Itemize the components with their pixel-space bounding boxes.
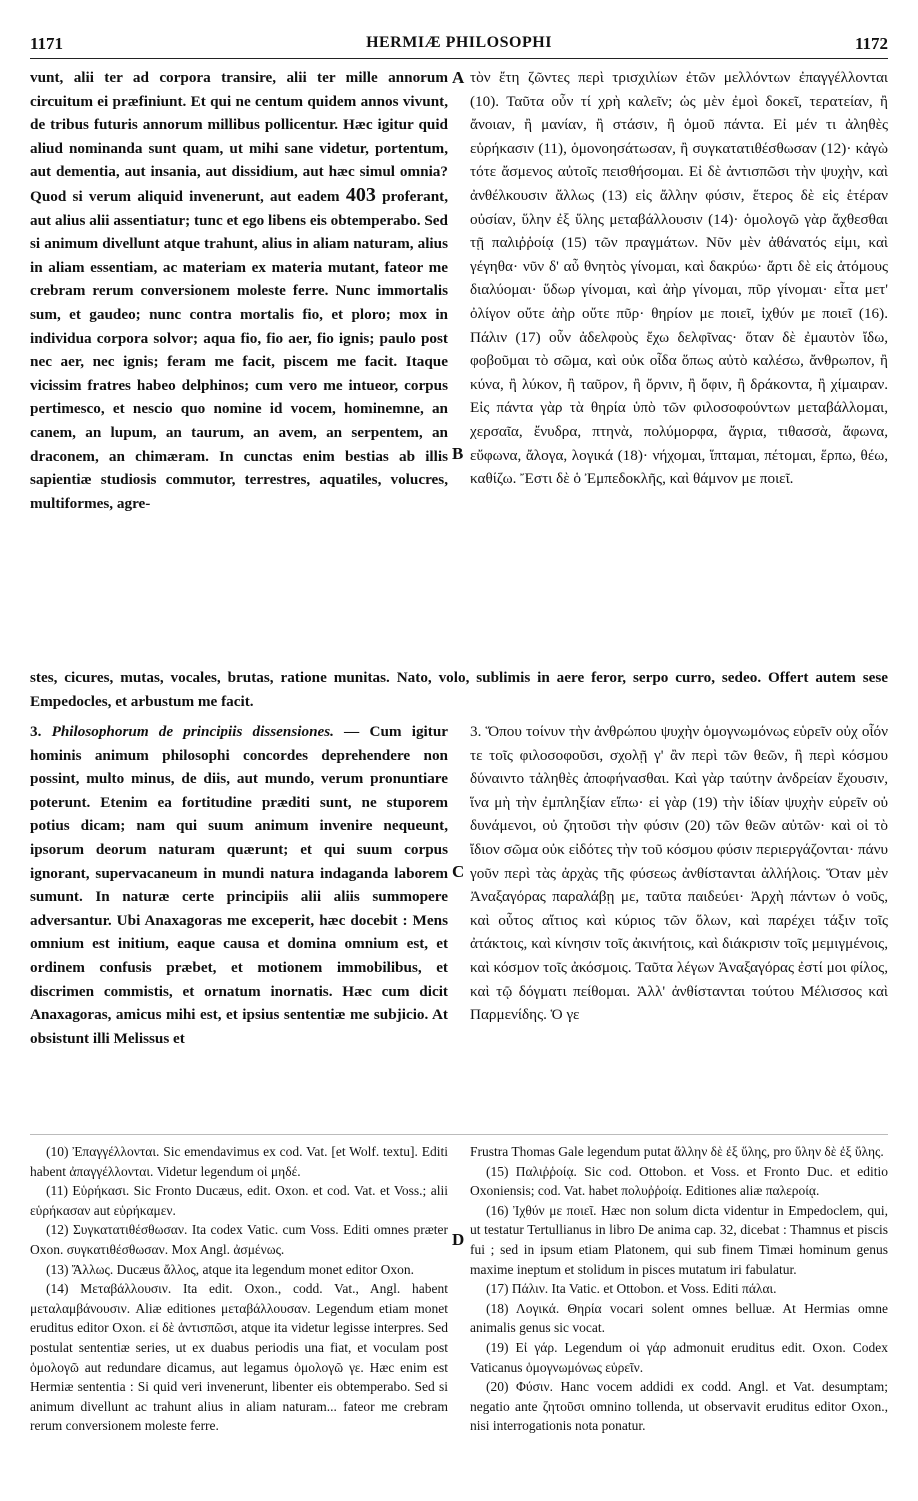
footnote: (19) Εἰ γάρ. Legendum οἱ γάρ admonuit eruditus edit. Oxon. Codex Vaticanus ὁμογνωμόνως εὑρεῖν. <box>470 1339 888 1375</box>
latin-column-section1 <box>30 66 448 515</box>
footnote: (12) Συγκατατιθέσθωσαν. Ita codex Vatic. cum Voss. Editi omnes præter Oxon. συγκατιθέσθωσαν. Mox Angl. ἀσμένως. <box>30 1222 448 1257</box>
latin-text-part1: vunt, alii ter ad corpora transire, alii ter mille annorum circuitum ei præfiniunt. Et qui ne centum quidem annos vivunt, de tribus futuris annorum millibus pollicentur. Hæc igitur quid aliud nominanda sunt quam, ut mihi sane videtur, portentum, aut dementia, aut insania, aut dissidium, aut hæc simul omnia? Quod si verum aliquid invenerunt, aut eadem <box>30 69 448 205</box>
margin-letter-a: A <box>452 68 465 87</box>
right-page-number: 1172 <box>854 34 888 53</box>
margin-letter-c: C <box>452 862 465 881</box>
footnote: (14) Μεταβάλλουσιν. Ita edit. Oxon., codd. Vat., Angl. habent μεταλαμβάνουσιν. Aliæ editiones μεταβάλλουσαν. Legendum etiam monet eruditus editor Oxon. εἰ δὲ ἀντισπῶσι, atque ita videtur legisse interpres. Sed postulat sententiæ series, ut ex duabus periodis una fiat, et voculam post ὁμολογῶ aut redundare dicamus, aut legamus ὁμολογῶ γε. Hæc enim est Hermiæ sententia : Si quid veri invenerunt, libenter eis obtemperabo. Sed si animum divellunt ac trahunt alius in aliam naturam... fateor me crebram rerum conversionem moleste ferre. <box>30 1281 448 1434</box>
footnote: (11) Εὑρήκασι. Sic Fronto Ducæus, edit. Oxon. et cod. Vat. et Voss.; alii εὑρήκασαν aut εὑρήκαμεν. <box>30 1183 448 1218</box>
footnote: (17) Πάλιν. Ita Vatic. et Ottobon. et Voss. Editi πάλαι. <box>486 1281 777 1297</box>
footnote: (15) Παλιῤῥοίᾳ. Sic cod. Ottobon. et Voss. et Fronto Duc. et editio Oxoniensis; cod. Vat. habet πολυῤῥοίᾳ. Editiones aliæ παλεροίᾳ. <box>470 1163 888 1199</box>
section-number: 3. <box>30 723 42 740</box>
header-rule <box>30 58 888 59</box>
document-page <box>30 30 888 1475</box>
footnotes-left <box>30 1142 448 1436</box>
latin-column-section2 <box>30 720 448 1050</box>
greek-column-section2: 3. Ὅπου τοίνυν τὴν ἀνθρώπου ψυχὴν ὁμογνωμόνως εὑρεῖν οὐχ οἷόν τε τοῖς φιλοσοφοῦσι, σχολῇ γ' ἂν περὶ τῶν θεῶν, ἢ περὶ κόσμου δύναιντο τἀληθὲς ἀποφήνασθαι. Καὶ γὰρ ταύτην ἀνδρείαν ἔχουσιν, ἵνα μὴ τὴν ἐμπληξίαν εἴπω· εἰ γὰρ (19) τὴν ἰδίαν ψυχὴν εὑρεῖν οὐ δυνάμενοι, οὐ ζητοῦσι τὴν φύσιν (20) τῶν θεῶν αὐτῶν· καὶ οἱ τὸ ἴδιον σῶμα οὐκ εἰδότες τὴν τοῦ κόσμου φύσιν περιεργάζονται· πάνυ γοῦν περὶ τὰς ἀρχὰς τῆς φύσεως ἀνθίστανται ἀλλήλοις. Ὅταν μὲν Ἀναξαγόρας παραλάβῃ με, ταῦτα παιδεύει· Ἀρχὴ πάντων ὁ νοῦς, καὶ οὗτος αἴτιος καὶ κύριος τῶν ὅλων, καὶ παρέχει τάξιν τοῖς ἀτάκτοις, καὶ κίνησιν τοῖς ἀκινήτοις, καὶ διάκρισιν τοῖς μεμιγμένοις, καὶ κόσμον τοῖς ἀκόσμοις. Ταῦτα λέγων Ἀναξαγόρας ἐστί μοι φίλος, καὶ τῷ δόγματι πείθομαι. Ἀλλ' ἀνθίστανται τούτου Μέλισσος καὶ Παρμενίδης. Ὁ γε <box>470 723 888 1024</box>
footnote: (16) Ἰχθύν με ποιεῖ. Hæc non solum dicta videntur in Empedoclem, qui, ut testatur Tertullianus in libro De anima cap. 32, dicebat : Thamnus et piscis fui ; sed in ipsum etiam Platonem, qui sub finem Timæi hominum genus maxime ineptum et stolidum in pisces mutatum iri fabulatur. <box>470 1202 888 1277</box>
latin-text-part2: proferant, aut alius alii assentiatur; tunc et ego libens eis obtemperabo. Sed si animum divellunt atque trahunt, alius in aliam naturam, alius in aliam essentiam, ac materiam ex materia mutant, fateor me crebram rerum conversionem moleste ferre. Nunc immortalis sum, et gaudeo; nunc contra mortalis fio, et ploro; mox in individua corpora solvor; aqua fio, fio aer, fio ignis; paulo post nec aer, nec ignis; feram me facit, piscem me facit. Itaque vicissim fratres habeo delphinos; cum vero me intueor, corpus pertimesco, et nescio quo nomine id vocem, hominemne, an canem, an lupum, an taurum, an avem, an serpentem, an draconem, an chimæram. In cunctas enim bestias ab illis sapientiæ studiosis commutor, terrestres, aquatiles, volucres, multiformes, agre- <box>30 187 449 512</box>
inline-page-number: 403 <box>345 183 376 206</box>
footnote: (20) Φύσιν. Hanc vocem addidi ex codd. Angl. et Vat. desumptam; negatio ante ζητοῦσι omnino tollenda, ut observavit eruditus editor Oxon., nisi interrogationis nota ponatur. <box>470 1379 888 1434</box>
footnote-continuation: Frustra Thomas Gale legendum putat ἄλλην δὲ ἐξ ὕλης, pro ὕλην δὲ ἐξ ὕλης. <box>470 1144 884 1159</box>
greek-column-section1: τὸν ἔτη ζῶντες περὶ τρισχιλίων ἐτῶν μελλόντων ἐπαγγέλλονται (10). Ταῦτα οὖν τί χρὴ καλεῖν; ὡς μὲν ἐμοὶ δοκεῖ, τερατείαν, ἢ ἄνοιαν, ἢ μανίαν, ἢ στάσιν, ἢ ὁμοῦ πάντα. Εἰ μέν τι ἀληθὲς εὑρήκασιν (11), ὁμονοησάτωσαν, ἢ συγκατατιθέσθωσαν (12)· κἀγὼ τότε ἄσμενος αὐτοῖς πεισθήσομαι. Εἰ δὲ ἀντισπῶσι τὴν ψυχὴν, καὶ ἀνθέλκουσιν ἄλλως (13) εἰς ἄλλην φύσιν, ἕτερος δὲ εἰς ἑτέραν οὐσίαν, ὕλην ἐξ ὕλης μεταβάλλουσιν (14)· ὁμολογῶ γὰρ ἄχθεσθαι τῇ παλιῤῥοίᾳ (15) τῶν πραγμάτων. Νῦν μὲν ἀθάνατός εἰμι, καὶ γέγηθα· νῦν δ' αὖ θνητὸς γίνομαι, καὶ δακρύω· ἄρτι δὲ εἰς ἀτόμους διαλύομαι· ὕδωρ γίνομαι, καὶ ἀὴρ γίνομαι, πῦρ γίνομαι· εἶτα μετ' ὀλίγον οὔτε ἀὴρ οὔτε πῦρ· θηρίον με ποιεῖ, ἰχθύν με ποιεῖ (16). Πάλιν (17) οὖν ἀδελφοὺς ἔχω δελφῖνας· ὅταν δὲ ἐμαυτὸν ἴδω, φοβοῦμαι τὸ σῶμα, καὶ οὐκ οἶδα ὅπως αὐτὸ καλέσω, ἄνθρωπον, ἢ κύνα, ἢ λύκον, ἢ ταῦρον, ἢ ὄρνιν, ἢ ὄφιν, ἢ δράκοντα, ἢ χίμαιραν. Εἰς πάντα γὰρ τὰ θηρία ὑπὸ τῶν φιλοσοφούντων μεταβάλλομαι, χερσαῖα, ἔνυδρα, πτηνὰ, πολύμορφα, ἄγρια, τιθασσὰ, ἄφωνα, εὔφωνα, ἄλογα, λογικά (18)· νήχομαι, ἵπταμαι, πέτομαι, ἕρπω, θέω, καθίζω. Ἔστι δὲ ὁ Ἐμπεδοκλῆς, καὶ θάμνον με ποιεῖ. <box>470 69 888 488</box>
margin-letter-d: D <box>452 1230 465 1249</box>
page-header <box>30 30 888 58</box>
section-heading: Philosophorum de principiis dissensiones. — <box>51 723 360 740</box>
latin-section2-body: Cum igitur hominis animum philosophi concordes deprehendere non possint, multo minus, de diis, aut mundo, verum pronuntiare poterunt. Etenim ea fortitudine præditi sunt, ne stuporem potius dicam; nam qui suum animum invenire nequeunt, ipsorum deorum naturam quærunt; et qui suum corpus ignorant, supervacaneum in mundi natura indaganda laborem sumunt. In naturæ certe principiis alii aliis summopere adversantur. Ubi Anaxagoras me exceperit, hæc docebit : Mens omnium est initium, eaque causa et domina omnium est, et ordinem confusis præbet, et motionem immobilibus, et discrimen commistis, et ornatum inornatis. Hæc cum dicit Anaxagoras, amicus mihi est, et ipsius sententiæ me subjicio. At obsistunt illi Melissus et <box>30 723 449 1047</box>
fullwidth-latin-line: stes, cicures, mutas, vocales, brutas, ratione munitas. Nato, volo, sublimis in aere feror, serpo curro, sedeo. Offert autem sese Empedocles, et arbustum me facit. <box>30 669 888 710</box>
footnote: (10) Ἐπαγγέλλονται. Sic emendavimus ex cod. Vat. [et Wolf. textu]. Editi habent ἀπαγγέλλονται. Videtur legendum οἱ μηδέ. <box>30 1144 448 1179</box>
footnote: (13) Ἄλλως. Ducæus ἄλλος, atque ita legendum monet editor Oxon. <box>46 1261 414 1277</box>
margin-letter-b: B <box>452 444 464 463</box>
left-page-number: 1171 <box>30 34 64 53</box>
notes-separator <box>30 1134 888 1135</box>
running-title: HERMIÆ PHILOSOPHI <box>366 34 552 51</box>
footnotes-right <box>470 1142 888 1436</box>
footnote: (18) Λογικά. Θηρία vocari solent omnes belluæ. At Hermias omne animalis genus sic vocat. <box>470 1300 888 1336</box>
